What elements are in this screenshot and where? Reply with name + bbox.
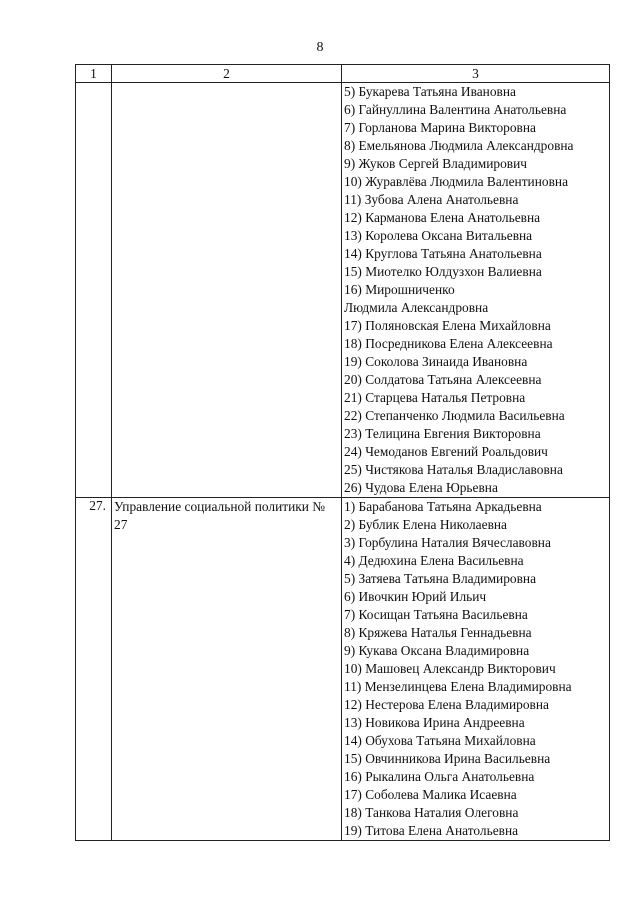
- organization-name: Управление социальной политики № 27: [112, 498, 342, 841]
- member-line: 21) Старцева Наталья Петровна: [344, 390, 526, 405]
- member-line: 17) Поляновская Елена Михайловна: [344, 318, 551, 333]
- member-line: 5) Букарева Татьяна Ивановна: [344, 84, 516, 99]
- member-line: 10) Машовец Александр Викторович: [344, 661, 556, 676]
- member-line: 24) Чемоданов Евгений Роальдович: [344, 444, 548, 459]
- member-line: 2) Бублик Елена Николаевна: [344, 517, 508, 532]
- member-line: 14) Обухова Татьяна Михайловна: [344, 733, 536, 748]
- members-table: [75, 64, 610, 841]
- members-cell: [342, 83, 610, 498]
- member-line: 5) Затяева Татьяна Владимировна: [344, 571, 537, 586]
- member-line: 9) Жуков Сергей Владимирович: [344, 156, 528, 171]
- member-line: 12) Карманова Елена Анатольевна: [344, 210, 541, 225]
- member-line: 7) Косищан Татьяна Васильевна: [344, 607, 528, 622]
- member-line: Людмила Александровна: [344, 300, 489, 315]
- member-line: 6) Гайнуллина Валентина Анатольевна: [344, 102, 567, 117]
- member-line: 8) Кряжева Наталья Геннадьевна: [344, 625, 532, 640]
- member-line: 25) Чистякова Наталья Владиславовна: [344, 462, 563, 477]
- member-line: 16) Мирошниченко: [344, 282, 455, 297]
- member-line: 19) Титова Елена Анатольевна: [344, 823, 519, 838]
- page-number: 8: [316, 40, 324, 55]
- member-line: 8) Емельянова Людмила Александровна: [344, 138, 574, 153]
- member-line: 15) Овчинникова Ирина Васильевна: [344, 751, 551, 766]
- table-row: [76, 498, 610, 841]
- member-line: 4) Дедюхина Елена Васильевна: [344, 553, 524, 568]
- row-number: 27.: [76, 498, 112, 841]
- member-line: 23) Телицина Евгения Викторовна: [344, 426, 541, 441]
- column-header-members: 3: [342, 65, 610, 83]
- member-line: 19) Соколова Зинаида Ивановна: [344, 354, 528, 369]
- member-line: 12) Нестерова Елена Владимировна: [344, 697, 549, 712]
- member-line: 16) Рыкалина Ольга Анатольевна: [344, 769, 535, 784]
- member-line: 20) Солдатова Татьяна Алексеевна: [344, 372, 542, 387]
- member-line: 11) Зубова Алена Анатольевна: [344, 192, 519, 207]
- organization-name: [112, 83, 342, 498]
- row-number: [76, 83, 112, 498]
- table-row: [76, 83, 610, 498]
- member-line: 18) Танкова Наталия Олеговна: [344, 805, 519, 820]
- member-line: 3) Горбулина Наталия Вячеславовна: [344, 535, 551, 550]
- table-header-row: [76, 65, 610, 83]
- member-line: 1) Барабанова Татьяна Аркадьевна: [344, 499, 542, 514]
- member-line: 18) Посредникова Елена Алексеевна: [344, 336, 553, 351]
- member-line: 13) Новикова Ирина Андреевна: [344, 715, 525, 730]
- column-header-organization: 2: [112, 65, 342, 83]
- table-body: [76, 83, 610, 841]
- member-line: 14) Круглова Татьяна Анатольевна: [344, 246, 542, 261]
- member-line: 10) Журавлёва Людмила Валентиновна: [344, 174, 569, 189]
- member-line: 13) Королева Оксана Витальевна: [344, 228, 533, 243]
- member-line: 11) Мензелинцева Елена Владимировна: [344, 679, 572, 694]
- column-header-number: 1: [76, 65, 112, 83]
- member-line: 6) Ивочкин Юрий Ильич: [344, 589, 487, 604]
- member-line: 26) Чудова Елена Юрьевна: [344, 480, 498, 495]
- member-line: 22) Степанченко Людмила Васильевна: [344, 408, 565, 423]
- member-line: 17) Соболева Малика Исаевна: [344, 787, 517, 802]
- member-line: 9) Кукава Оксана Владимировна: [344, 643, 530, 658]
- member-line: 15) Миотелко Юлдузхон Валиевна: [344, 264, 542, 279]
- members-cell: [342, 498, 610, 841]
- member-line: 7) Горланова Марина Викторовна: [344, 120, 536, 135]
